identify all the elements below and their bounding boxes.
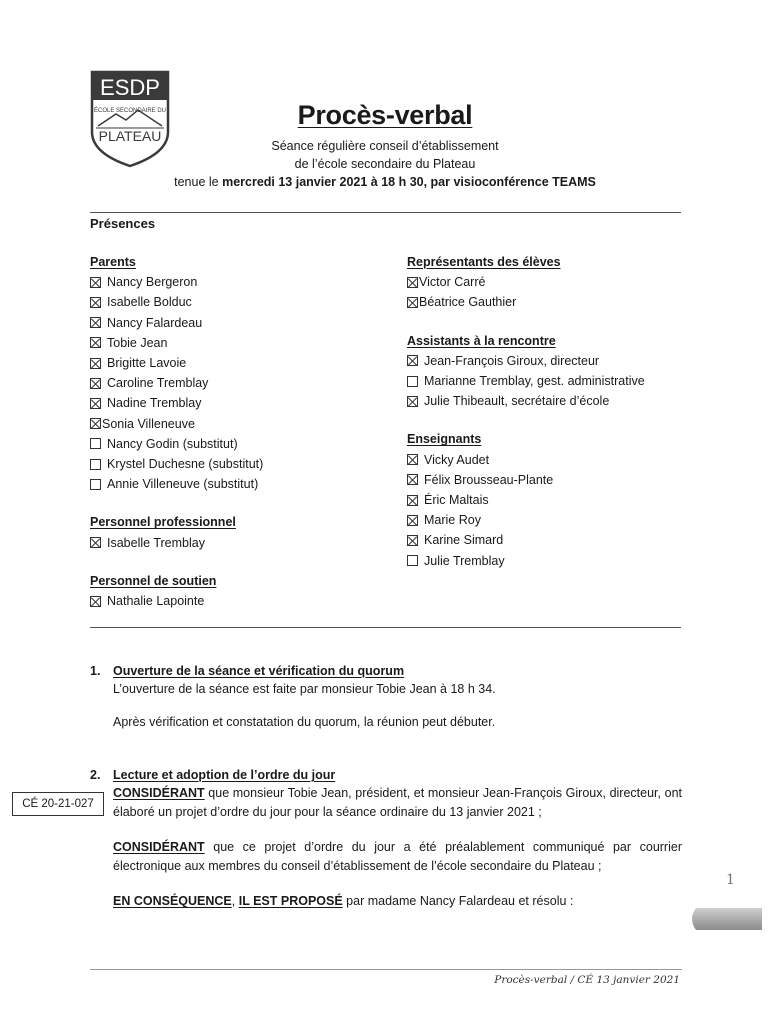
attendee-name: Marie Roy <box>424 513 481 528</box>
checked-box-icon <box>407 297 418 308</box>
section-1-body <box>113 680 682 732</box>
checked-box-icon <box>90 297 101 308</box>
page-tab-decoration <box>688 906 762 932</box>
attendee-name: Karine Simard <box>424 533 504 548</box>
checked-box-icon <box>407 396 418 407</box>
section-1-heading <box>90 664 682 678</box>
attendee-row <box>90 591 390 611</box>
paragraph <box>113 784 682 822</box>
paragraph-text: que ce projet d’ordre du jour a été préalablement communiqué par courrier électronique aux membres du conseil d’établissement de l’école secondaire du Plateau ; <box>113 840 682 873</box>
attendance-group <box>90 252 390 494</box>
keyword-il-est-propose: IL EST PROPOSÉ <box>238 894 343 908</box>
group-title: Parents <box>90 255 136 269</box>
attendee-name: Vicky Audet <box>424 452 490 467</box>
empty-box-icon <box>407 376 418 387</box>
attendee-row <box>90 454 390 474</box>
checked-box-icon <box>407 454 418 465</box>
attendee-name: Tobie Jean <box>107 335 168 350</box>
section-2-heading <box>90 768 682 782</box>
attendee-row <box>407 510 707 530</box>
attendee-row <box>407 470 707 490</box>
paragraph-text: par madame Nancy Falardeau et résolu : <box>342 894 574 908</box>
group-title: Enseignants <box>407 432 482 447</box>
subtitle-line-2: de l’école secondaire du Plateau <box>294 157 476 171</box>
empty-box-icon <box>407 555 418 566</box>
attendee-name: Caroline Tremblay <box>107 376 209 391</box>
attendee-row <box>90 313 390 333</box>
section-2 <box>90 768 682 911</box>
presences-right-column <box>407 252 707 589</box>
attendee-name: Nancy Godin (substitut) <box>107 436 238 451</box>
attendee-name: Krystel Duchesne (substitut) <box>107 457 264 472</box>
section-title: Lecture et adoption de l’ordre du jour <box>113 768 336 782</box>
attendee-row <box>90 533 390 553</box>
keyword-considerant: CONSIDÉRANT <box>113 840 205 854</box>
group-title: Représentants des élèves <box>407 255 561 269</box>
keyword-considerant: CONSIDÉRANT <box>113 786 205 800</box>
divider-bottom <box>90 627 681 628</box>
attendee-name: Nancy Falardeau <box>107 315 203 330</box>
attendee-name: Julie Tremblay <box>424 553 505 568</box>
checked-box-icon <box>407 355 418 366</box>
empty-box-icon <box>90 438 101 449</box>
paragraph <box>113 838 682 876</box>
attendance-group <box>90 571 390 611</box>
attendee-row <box>407 530 707 550</box>
attendance-group <box>407 429 707 570</box>
attendee-name: Nadine Tremblay <box>107 396 202 411</box>
attendee-row <box>407 490 707 510</box>
attendee-row <box>90 434 390 454</box>
attendee-name: Julie Thibeault, secrétaire d’école <box>424 394 610 409</box>
attendee-name: Béatrice Gauthier <box>419 295 517 310</box>
attendee-name: Nathalie Lapointe <box>107 594 205 609</box>
session-prefix: tenue le <box>174 175 223 189</box>
attendee-name: Isabelle Bolduc <box>107 295 192 310</box>
group-title: Personnel de soutien <box>90 573 217 588</box>
attendee-row <box>90 333 390 353</box>
paragraph: L’ouverture de la séance est faite par monsieur Tobie Jean à 18 h 34. <box>113 682 496 696</box>
session-details: mercredi 13 janvier 2021 à 18 h 30, par visioconférence TEAMS <box>222 175 596 189</box>
attendee-row <box>90 474 390 494</box>
checked-box-icon <box>90 537 101 548</box>
checked-box-icon <box>90 378 101 389</box>
attendee-row <box>407 272 707 292</box>
presences-left-column <box>90 252 390 629</box>
paragraph-text: que monsieur Tobie Jean, président, et monsieur Jean-François Giroux, directeur, ont élaboré un projet d’ordre du jour pour la séance ordinaire du 13 janvier 2021 ; <box>113 786 682 819</box>
attendee-row <box>407 371 707 391</box>
empty-box-icon <box>90 479 101 490</box>
checked-box-icon <box>90 337 101 348</box>
attendee-row <box>407 450 707 470</box>
title-block <box>90 100 680 191</box>
attendee-row <box>90 353 390 373</box>
svg-text:ÉCOLE SECONDAIRE DU: ÉCOLE SECONDAIRE DU <box>93 108 167 114</box>
attendee-row <box>407 391 707 411</box>
attendee-row <box>407 351 707 371</box>
page-title: Procès-verbal <box>297 100 473 130</box>
subtitle-line-1: Séance régulière conseil d’établissement <box>271 139 499 153</box>
checked-box-icon <box>90 398 101 409</box>
group-title: Personnel professionnel <box>90 515 236 530</box>
attendee-name: Éric Maltais <box>424 493 489 508</box>
checked-box-icon <box>90 277 101 288</box>
attendance-group <box>90 512 390 552</box>
page-number: 1 <box>726 872 735 888</box>
attendee-row <box>407 551 707 571</box>
footer-divider <box>90 969 682 970</box>
attendee-name: Nancy Bergeron <box>107 275 198 290</box>
svg-text:PLATEAU: PLATEAU <box>98 128 162 144</box>
checked-box-icon <box>407 535 418 546</box>
checked-box-icon <box>90 418 101 429</box>
section-2-body <box>113 784 682 911</box>
paragraph: Après vérification et constatation du quorum, la réunion peut débuter. <box>113 715 496 729</box>
page-tab-icon <box>688 906 762 932</box>
empty-box-icon <box>90 459 101 470</box>
attendee-row <box>90 272 390 292</box>
attendee-name: Sonia Villeneuve <box>102 416 195 431</box>
checked-box-icon <box>407 515 418 526</box>
checked-box-icon <box>90 596 101 607</box>
attendee-row <box>90 373 390 393</box>
resolution-ref-box: CÉ 20-21-027 <box>12 792 104 816</box>
paragraph <box>113 892 682 911</box>
divider-top <box>90 212 681 213</box>
presences-heading: Présences <box>90 216 156 231</box>
footer-text: Procès-verbal / CÉ 13 janvier 2021 <box>494 974 680 986</box>
attendee-name: Jean-François Giroux, directeur <box>424 353 600 368</box>
attendee-row <box>407 292 707 312</box>
svg-text:ESDP: ESDP <box>100 75 160 100</box>
attendee-row <box>90 292 390 312</box>
checked-box-icon <box>90 358 101 369</box>
checked-box-icon <box>407 495 418 506</box>
checked-box-icon <box>407 474 418 485</box>
keyword-en-consequence: EN CONSÉQUENCE <box>113 894 232 908</box>
group-title: Assistants à la rencontre <box>407 333 556 348</box>
comma: , <box>231 894 239 908</box>
attendee-name: Brigitte Lavoie <box>107 356 187 371</box>
attendee-row <box>90 393 390 413</box>
attendee-name: Annie Villeneuve (substitut) <box>107 477 259 492</box>
section-number: 1. <box>90 664 101 678</box>
attendee-name: Isabelle Tremblay <box>107 535 205 550</box>
section-title: Ouverture de la séance et vérification du quorum <box>113 664 405 678</box>
attendee-row <box>90 414 390 434</box>
attendance-group <box>407 252 707 313</box>
section-number: 2. <box>90 768 101 782</box>
attendee-name: Marianne Tremblay, gest. administrative <box>424 374 645 389</box>
attendee-name: Félix Brousseau-Plante <box>424 472 554 487</box>
checked-box-icon <box>407 277 418 288</box>
section-1 <box>90 664 682 732</box>
checked-box-icon <box>90 317 101 328</box>
session-line <box>90 173 680 191</box>
attendee-name: Victor Carré <box>419 275 486 290</box>
attendance-group <box>407 331 707 412</box>
